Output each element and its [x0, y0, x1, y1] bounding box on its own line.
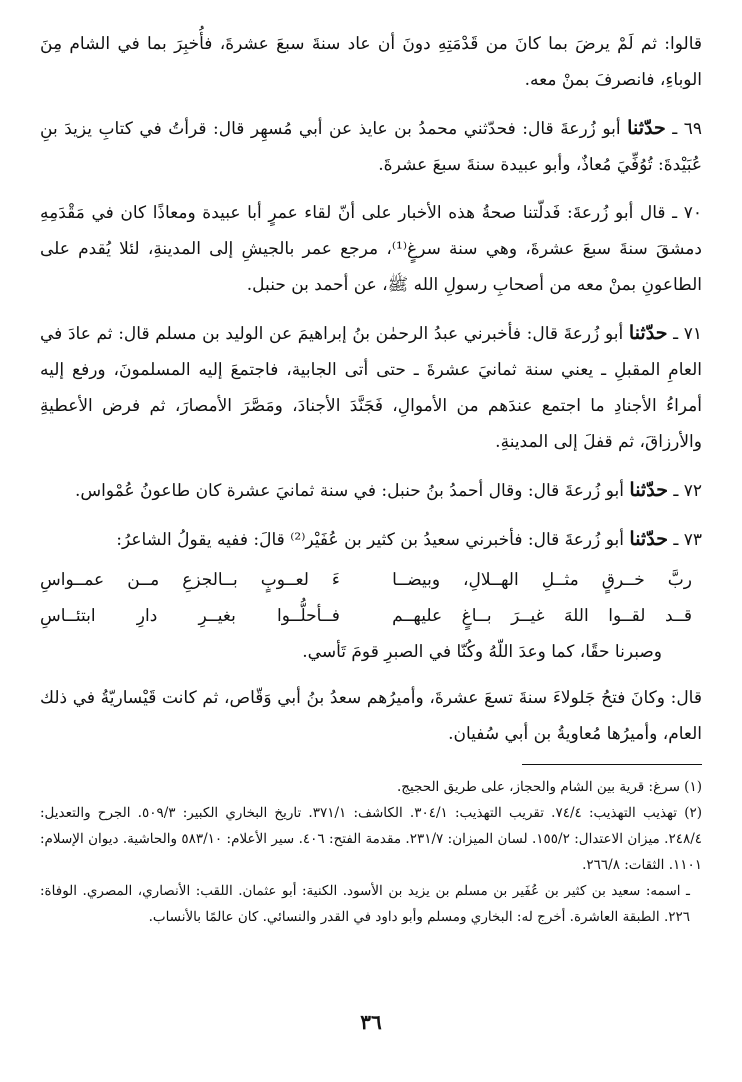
paragraph-intro: [40, 26, 702, 98]
verse-first-hemistich: ربَّ خــرقٍ مثــلِ الهــلالِ، وبيضــا: [392, 570, 692, 590]
paragraph-final: [40, 680, 702, 752]
paragraph-69: [40, 110, 702, 183]
footnote-divider: [522, 764, 702, 765]
paragraph-73: [40, 521, 702, 558]
poem-closing-line: وصبرنا حقًا، كما وعدَ اللّهُ وكُنّا في الصبرِ قومَ تَأسي.: [302, 642, 662, 662]
paragraph-number: ٧١ ـ: [673, 324, 702, 344]
footnotes: [40, 774, 702, 930]
paragraph-text: أبو زُرعةَ قال: فحدّثني محمدُ بن عايذ عن أبي مُسهِر قال: قرأتُ في كتابِ يزيدَ بنِ عُبَيْدةَ: تُوُفِّيَ مُعاذٌ، وأبو عبيدة سنةَ سبعَ عشرةَ.: [40, 119, 702, 175]
paragraph-text: قال: وكانَ فتحُ جَلولاءَ سنةَ تسعَ عشرةَ، وأميرُهم سعدُ بنُ أبي وَقّاص، ثم كانت قَيْساريّةُ في ذلك العام، وأميرُها مُعاويةُ بن أبي سُفيان.: [40, 688, 702, 744]
paragraph-text: أبو زُرعةَ قال: وقال أحمدُ بنُ حنبل: في سنة ثمانيَ عشرة كان طاعونُ عُمْواس.: [75, 481, 624, 501]
paragraph-number: ٦٩ ـ: [672, 119, 703, 139]
verse-second-hemistich: ءَ لعــوبٍ بــالجزعِ مــن عمــواسِ: [40, 570, 340, 590]
paragraph-number: ٧٠ ـ: [672, 203, 703, 223]
footnote-1: (١) سرغ: قرية بين الشام والحجاز، على طريق الحجيج.: [396, 779, 702, 795]
footnote-2-biography: ـ اسمه: سعيد بن كثير بن عُفَير بن مسلم بن يزيد بن الأسود. الكنية: أبو عثمان. اللقب: الأنصاري، المصري. الوفاة: ٢٢٦. الطبقة العاشرة. أخرج له: البخاري ومسلم وأبو داود في القدر والنسائي. كان عالمًا بالأنساب.: [40, 883, 690, 925]
poem: [40, 562, 702, 670]
verse-first-hemistich: قــد لقــوا اللهَ غيــرَ بــاغٍ عليهــم: [392, 606, 692, 626]
poem-verse: [40, 598, 702, 634]
page-number: ٣٦: [360, 1010, 382, 1034]
haddathana-keyword: حدّثنا: [628, 322, 668, 344]
paragraph-70: [40, 195, 702, 303]
main-text: [40, 26, 702, 764]
paragraph-number: ٧٣ ـ: [673, 530, 702, 550]
verse-second-hemistich: فــأحلُّــوا بغيــرِ دارِ ابتئــاسِ: [40, 606, 340, 626]
paragraph-number: ٧٢ ـ: [673, 481, 702, 501]
paragraph-text: أبو زُرعةَ قال: فأخبرني عبدُ الرحمٰن بنُ إبراهيمَ عن الوليد بن مسلم قال: ثم عادَ في العامِ المقبلِ ـ يعني سنة ثمانيَ عشرةَ ـ حتى أتى الجابية، فاجتمعَ إليه المسلمونَ، ورفع إليه أمراءُ الأجنادِ ما اجتمع عندَهم من الأموالِ، فَجَنَّدَ الأجنادَ، ومَصَّرَ الأمصارَ، ثم فرض الأعطيةِ والأرزاقَ، ثم قفلَ إلى المدينةِ.: [40, 324, 702, 452]
poem-verse: [40, 562, 702, 598]
paragraph-intro-text: قالوا: ثم لَمْ يرضَ بما كانَ من قَدْمَتِهِ دونَ أن عاد سنةَ سبعَ عشرةَ، فأُخبِرَ بما في الشام مِنَ الوباءِ، فانصرفَ بمنْ معه.: [40, 34, 702, 90]
paragraph-text: أبو زُرعةَ قال: فأخبرني سعيدُ بن كثير بن عُفَيْر⁽²⁾ قالَ: ففيه يقولُ الشاعرُ:: [116, 530, 624, 550]
haddathana-keyword: حدّثنا: [629, 479, 668, 501]
paragraph-text: قال أبو زُرعةَ: فَدلّتنا صحةُ هذه الأخبار على أنّ لقاء عمرٍ أبا عبيدة ومعاذًا كان في مَقْدَمِهِ دمشقَ سنةَ سبعَ عشرةَ، وهي سنة سرغٍ⁽¹⁾، مرجع عمر بالجيشِ إلى المدينةِ، لئلا يُقدم على الطاعونِ بمنْ معه من أصحابِ رسولِ الله ﷺ، عن أحمد بن حنبل.: [40, 203, 702, 295]
haddathana-keyword: حدّثنا: [629, 528, 668, 550]
paragraph-72: [40, 472, 702, 509]
haddathana-keyword: حدّثنا: [627, 117, 666, 139]
footnote-2: (٢) تهذيب التهذيب: ٧٤/٤. تقريب التهذيب: ٣٠٤/١. الكاشف: ٣٧١/١. تاريخ البخاري الكبير: ٥٠٩/٣. الجرح والتعديل: ٢٤٨/٤. ميزان الاعتدال: ١٥٥/٢. لسان الميزان: ٢٣١/٧. مقدمة الفتح: ٤٠٦. سير الأعلام: ٥٨٣/١٠ والحاشية. ديوان الإسلام: ١١٠١. الثقات: ٢٦٦/٨.: [40, 805, 703, 873]
paragraph-71: [40, 315, 702, 460]
